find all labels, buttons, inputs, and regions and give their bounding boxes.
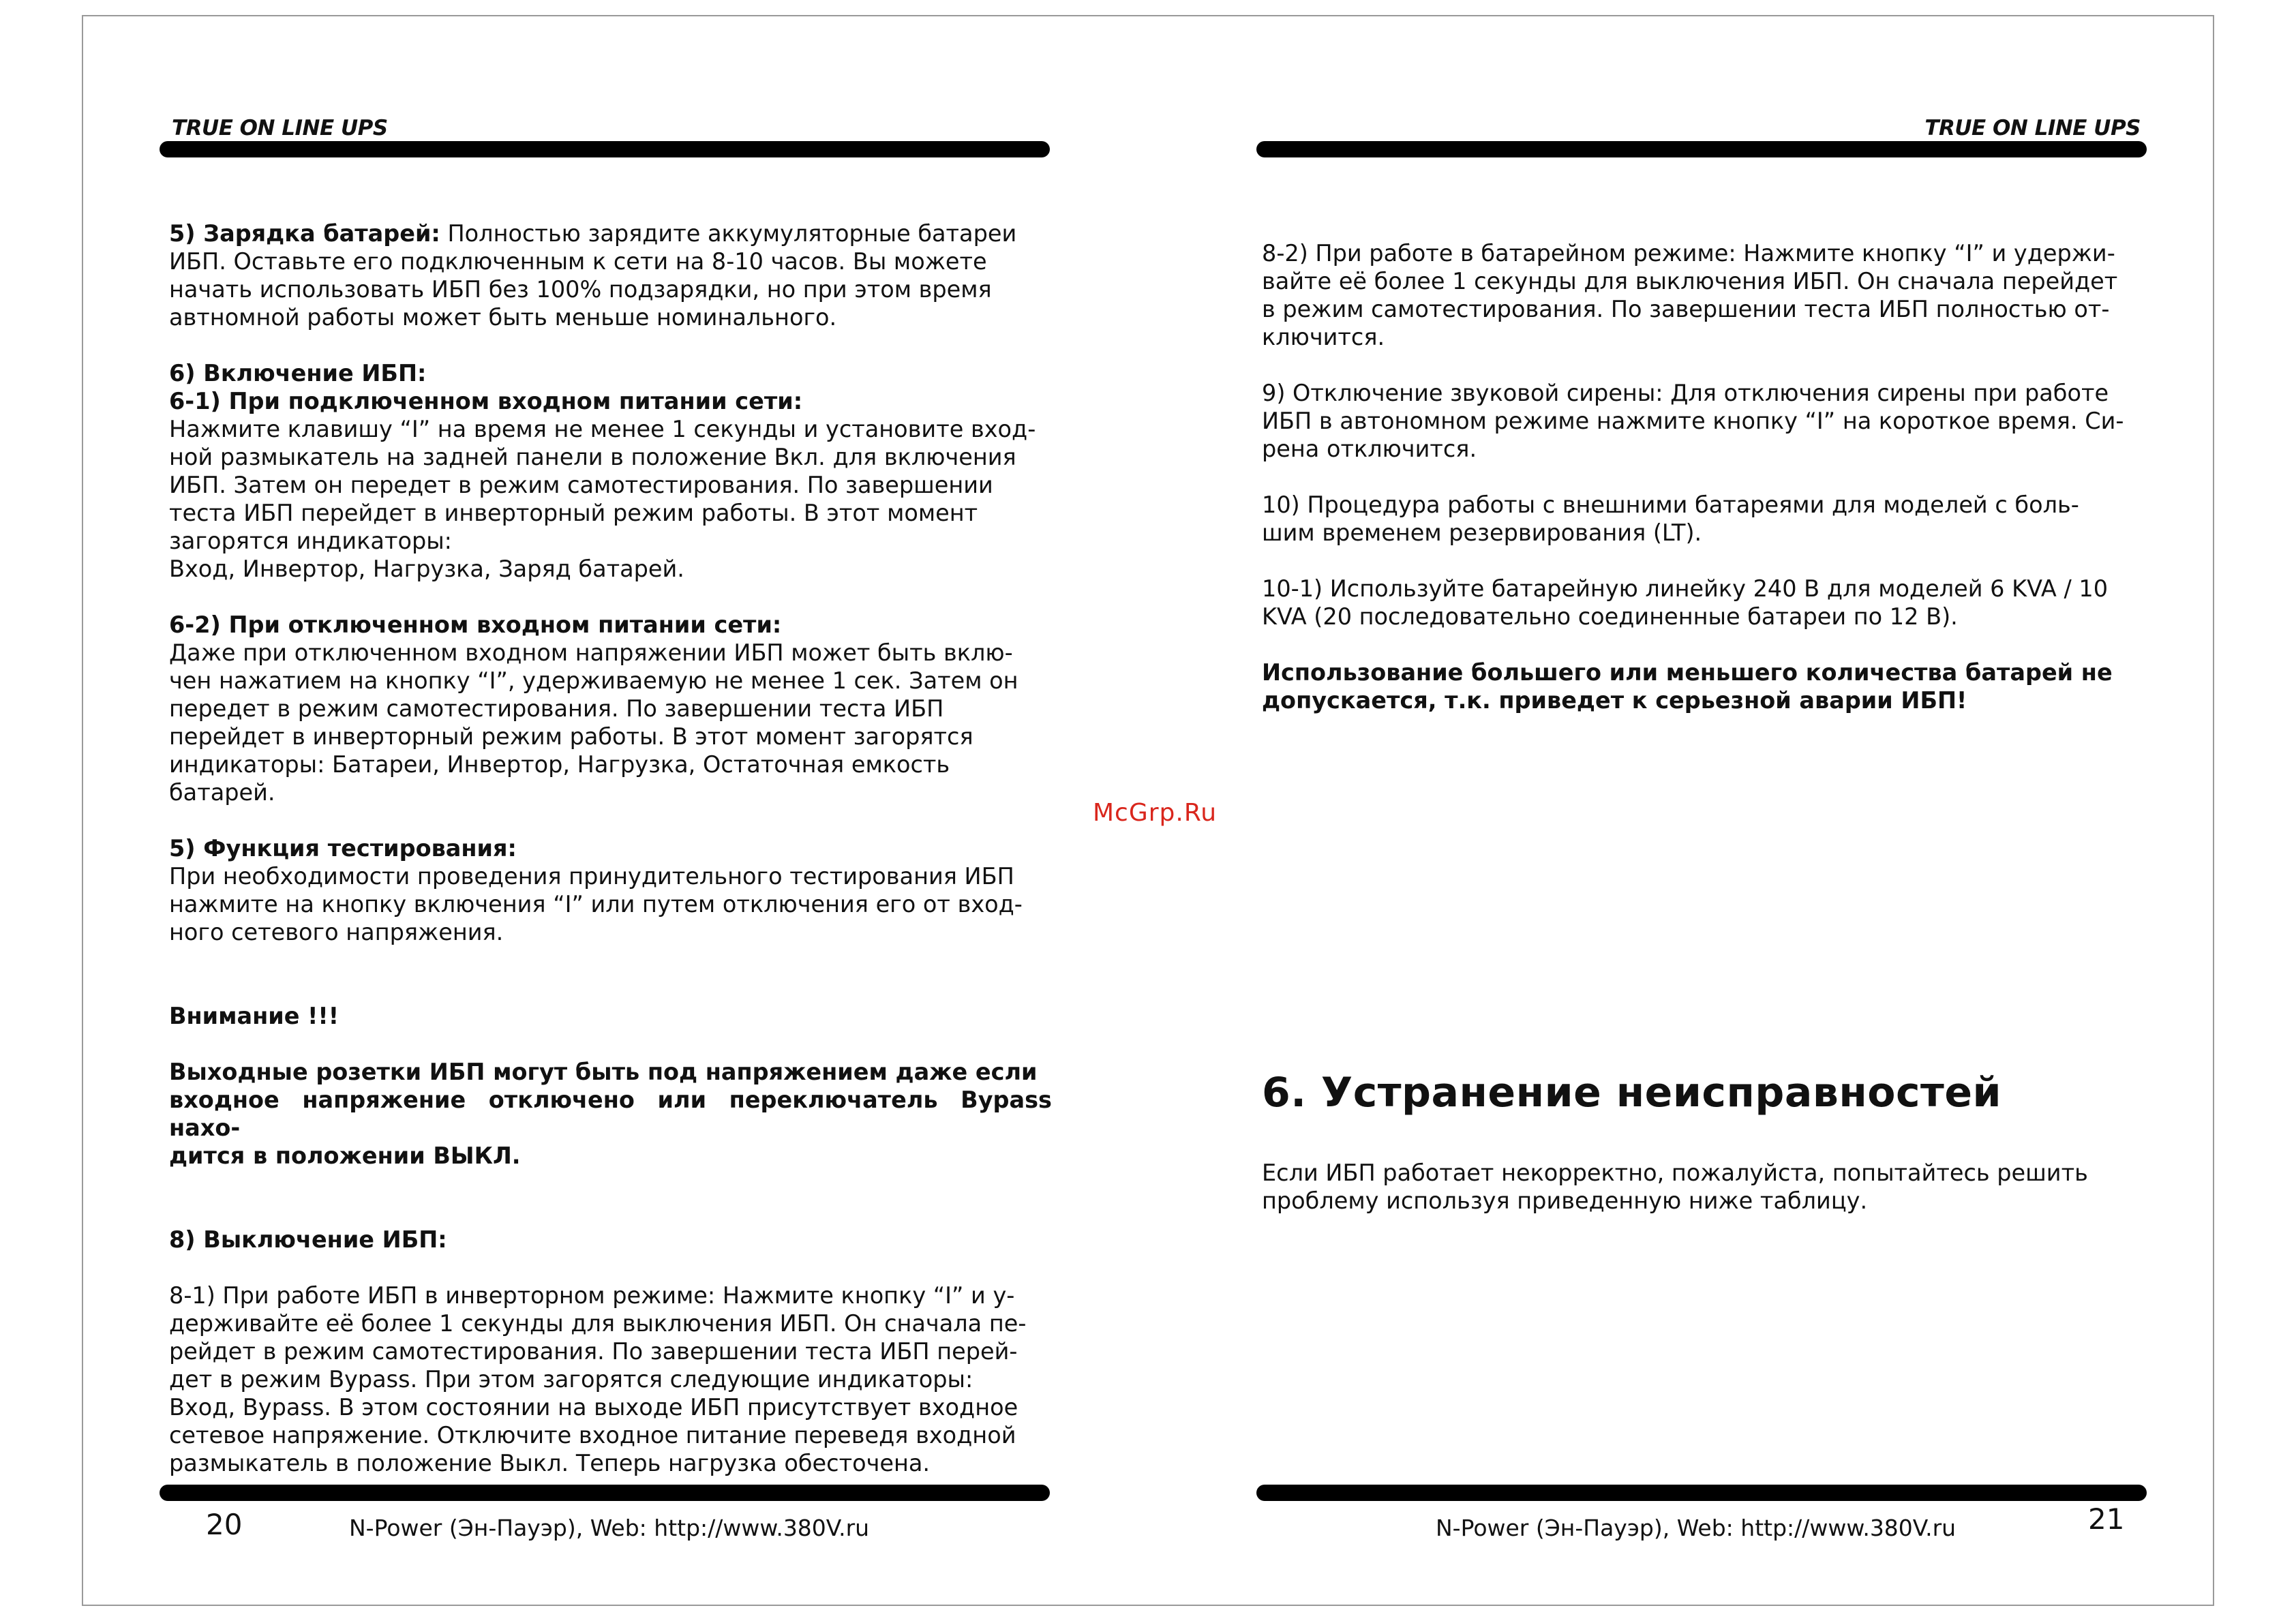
chapter-intro xyxy=(1262,1159,2145,1215)
text-line: ИБП. Затем он передет в режим самотестирования. По завершении xyxy=(169,472,993,498)
text-line: загорятся индикаторы: xyxy=(169,528,452,554)
text-line: ИБП в автономном режиме нажмите кнопку “I” на короткое время. Си- xyxy=(1262,408,2124,434)
warning-text: входное напряжение отключено или переключатель Bypass нахо- xyxy=(169,1087,1052,1141)
section-title: 8) Выключение ИБП: xyxy=(169,1226,447,1253)
text-line: начать использовать ИБП без 100% подзарядки, но при этом время xyxy=(169,276,992,303)
text-line: Если ИБП работает некорректно, пожалуйста, попытайтесь решить xyxy=(1262,1159,2088,1186)
text-line: индикаторы: Батареи, Инвертор, Нагрузка, Остаточная емкость xyxy=(169,751,950,778)
chapter-title: 6. Устранение неисправностей xyxy=(1262,1069,2002,1117)
subsection-title: 6-1) При подключенном входном питании сети: xyxy=(169,388,803,414)
warning-title: Внимание !!! xyxy=(169,1003,339,1029)
text-line: ного сетевого напряжения. xyxy=(169,919,504,945)
text-line: держивайте её более 1 секунды для выключения ИБП. Он сначала пе- xyxy=(169,1310,1027,1337)
warning-text: допускается, т.к. приведет к серьезной аварии ИБП! xyxy=(1262,687,1967,714)
warning-text: Использование большего или меньшего количества батарей не xyxy=(1262,659,2113,686)
right-footer-rule xyxy=(1256,1485,2147,1501)
text-line: Вход, Инвертор, Нагрузка, Заряд батарей. xyxy=(169,556,684,582)
text-line: Нажмите клавишу “I” на время не менее 1 секунды и установите вход- xyxy=(169,416,1036,442)
text-line: батарей. xyxy=(169,779,275,806)
left-footer-text: N-Power (Эн-Пауэр), Web: http://www.380V.ru xyxy=(349,1515,870,1541)
text-line: в режим самотестирования. По завершении теста ИБП полностью от- xyxy=(1262,296,2110,322)
text-line: рейдет в режим самотестирования. По завершении теста ИБП перей- xyxy=(169,1338,1018,1365)
text-line: сетевое напряжение. Отключите входное питание переведя входной xyxy=(169,1422,1016,1448)
text-line: проблему используя приведенную ниже таблицу. xyxy=(1262,1187,1868,1214)
left-header-rule xyxy=(160,141,1050,157)
text-line: перейдет в инверторный режим работы. В этот момент загорятся xyxy=(169,723,973,750)
left-column xyxy=(169,219,1052,1477)
text-line: рена отключится. xyxy=(1262,436,1477,462)
text-line: ключится. xyxy=(1262,324,1385,350)
right-column xyxy=(1262,239,2145,714)
left-running-header: TRUE ON LINE UPS xyxy=(172,116,388,140)
text-line: передет в режим самотестирования. По завершении теста ИБП xyxy=(169,695,944,722)
paragraph-battery-charging: 5) Зарядка батарей: Полностью зарядите аккумуляторные батареи xyxy=(169,220,1017,247)
section-title: 5) Функция тестирования: xyxy=(169,835,517,862)
text-line: 8-2) При работе в батарейном режиме: Нажмите кнопку “I” и удержи- xyxy=(1262,240,2115,267)
text-line: дет в режим Bypass. При этом загорятся следующие индикаторы: xyxy=(169,1366,973,1393)
text-line: 10) Процедура работы с внешними батареями для моделей с боль- xyxy=(1262,491,2079,518)
section-title: 5) Зарядка батарей: xyxy=(169,220,440,247)
text-line: ной размыкатель на задней панели в положение Вкл. для включения xyxy=(169,444,1016,470)
text-line: Вход, Bypass. В этом состоянии на выходе ИБП присутствует входное xyxy=(169,1394,1018,1421)
text-line: 10-1) Используйте батарейную линейку 240 В для моделей 6 KVA / 10 xyxy=(1262,575,2109,602)
text-line: При необходимости проведения принудительного тестирования ИБП xyxy=(169,863,1014,890)
left-page-number: 20 xyxy=(206,1508,243,1541)
text-line: KVA (20 последовательно соединенные батареи по 12 В). xyxy=(1262,603,1958,630)
text-line: ИБП. Оставьте его подключенным к сети на 8-10 часов. Вы можете xyxy=(169,248,987,275)
section-title: 6) Включение ИБП: xyxy=(169,360,427,386)
text-line: шим временем резервирования (LT). xyxy=(1262,519,1702,546)
subsection-title: 6-2) При отключенном входном питании сети: xyxy=(169,611,782,638)
text-line: вайте её более 1 секунды для выключения ИБП. Он сначала перейдет xyxy=(1262,268,2118,294)
right-running-header: TRUE ON LINE UPS xyxy=(1924,116,2141,140)
warning-text: дится в положении ВЫКЛ. xyxy=(169,1142,521,1169)
watermark: McGrp.Ru xyxy=(1093,799,1218,827)
right-page-number: 21 xyxy=(2088,1502,2125,1536)
text-line: Даже при отключенном входном напряжении ИБП может быть вклю- xyxy=(169,639,1013,666)
text-line: 8-1) При работе ИБП в инверторном режиме: Нажмите кнопку “I” и у- xyxy=(169,1282,1015,1309)
text-line: нажмите на кнопку включения “I” или путем отключения его от вход- xyxy=(169,891,1023,917)
text-line: 9) Отключение звуковой сирены: Для отключения сирены при работе xyxy=(1262,380,2109,406)
text-line: теста ИБП перейдет в инверторный режим работы. В этот момент xyxy=(169,500,978,526)
right-footer-text: N-Power (Эн-Пауэр), Web: http://www.380V.ru xyxy=(1436,1515,1957,1541)
text-line: размыкатель в положение Выкл. Теперь нагрузка обесточена. xyxy=(169,1450,931,1476)
left-footer-rule xyxy=(160,1485,1050,1501)
text-line: чен нажатием на кнопку “I”, удерживаемую не менее 1 сек. Затем он xyxy=(169,667,1018,694)
right-header-rule xyxy=(1256,141,2147,157)
text-line: автномной работы может быть меньше номинального. xyxy=(169,304,837,331)
warning-text: Выходные розетки ИБП могут быть под напряжением даже если xyxy=(169,1059,1038,1085)
